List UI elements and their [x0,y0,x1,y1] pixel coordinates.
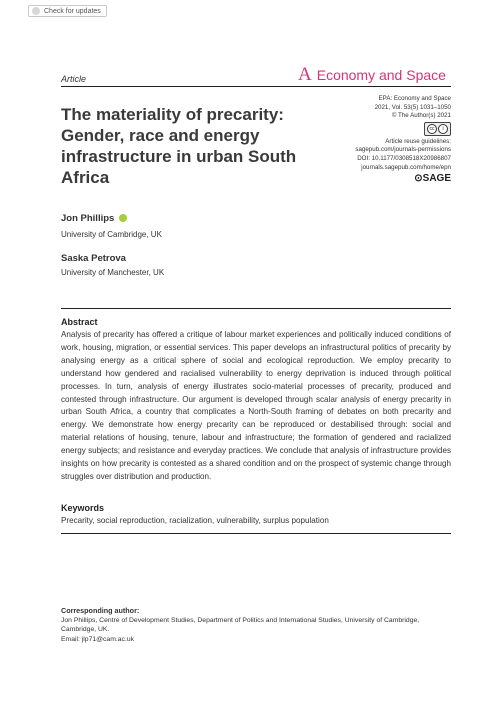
keywords-text: Precarity, social reproduction, racialization, vulnerability, surplus population [61,516,329,525]
article-title: The materiality of precarity: Gender, race and energy infrastructure in urban South Africa [61,105,297,187]
journal-logo-letter: A [298,64,312,85]
meta-reuse: Article reuse guidelines: [385,137,451,145]
corresponding-author-heading: Corresponding author: [61,606,140,615]
corresponding-author-address: Jon Phillips, Centre of Development Studies, Department of Politics and International Studies, University of Cambridge, Cambridge, UK. [61,617,420,634]
sage-logo [301,175,451,184]
cc-icon: cc [427,124,437,134]
author-affiliation-1: University of Cambridge, UK [61,230,162,239]
author-name-2: Saska Petrova [61,253,126,264]
keywords-divider [61,533,451,534]
corresponding-author-details [61,616,453,644]
attribution-icon: i [438,124,448,134]
meta-volume: 2021, Vol. 53(5) 1031–1050 [374,103,451,111]
update-check-icon [32,7,40,15]
abstract-divider [61,308,451,309]
header-divider [61,86,451,87]
journal-brand [298,64,446,86]
orcid-icon[interactable] [119,214,127,222]
article-metadata [301,95,451,184]
author-1-name: Jon Phillips [61,213,115,224]
sage-logo-text: SAGE [422,173,451,185]
check-for-updates-badge[interactable] [28,5,107,17]
check-for-updates-label: Check for updates [44,7,101,15]
meta-permissions-link[interactable]: sagepub.com/journals-permissions [355,146,451,154]
author-affiliation-2: University of Manchester, UK [61,268,165,277]
author-name-1 [61,213,127,224]
sage-logo-mark: ⊙ [414,173,423,185]
meta-doi[interactable]: DOI: 10.1177/0308518X20986807 [357,154,451,162]
meta-journal: EPA: Economy and Space [378,95,451,102]
abstract-heading: Abstract [61,317,98,327]
corresponding-author-email[interactable]: Email: jlp71@cam.ac.uk [61,635,135,643]
keywords-heading: Keywords [61,503,105,513]
abstract-text: Analysis of precarity has offered a critique of labour market experiences and politically induced conditions of work, housing, migration, or essential services. This paper develops an infrastructural politics of precarity by analysing energy as a critical sphere of social and ecological reproduction. We employ precarity to understand how gendered and racialised vulnerability to energy deprivation is induced through political processes. In turn, analysis of energy illustrates socio-material processes of precarity, produced and contested through infrastructure. Our argument is developed through scalar analysis of energy precarity in urban South Africa, a country that complicates a North-South framing of debates on both precarity and energy. We demonstrate how energy precarity can be reproduced or destabilised through: social and material relations of housing, tenure, labour and infrastructure; the formation of gendered and racialized energy subjects; and resistance and everyday practices. We conclude that analysis of infrastructure provides insights on how precarity is contested as a shared condition and on the prospect of systemic change through struggles over distribution and production. [61,330,451,481]
creative-commons-badge[interactable] [424,122,451,136]
article-type-label: Article [61,74,87,84]
meta-journal-link[interactable]: journals.sagepub.com/home/epn [361,163,451,171]
meta-copyright: © The Author(s) 2021 [391,112,451,120]
journal-name: Economy and Space [316,67,446,83]
